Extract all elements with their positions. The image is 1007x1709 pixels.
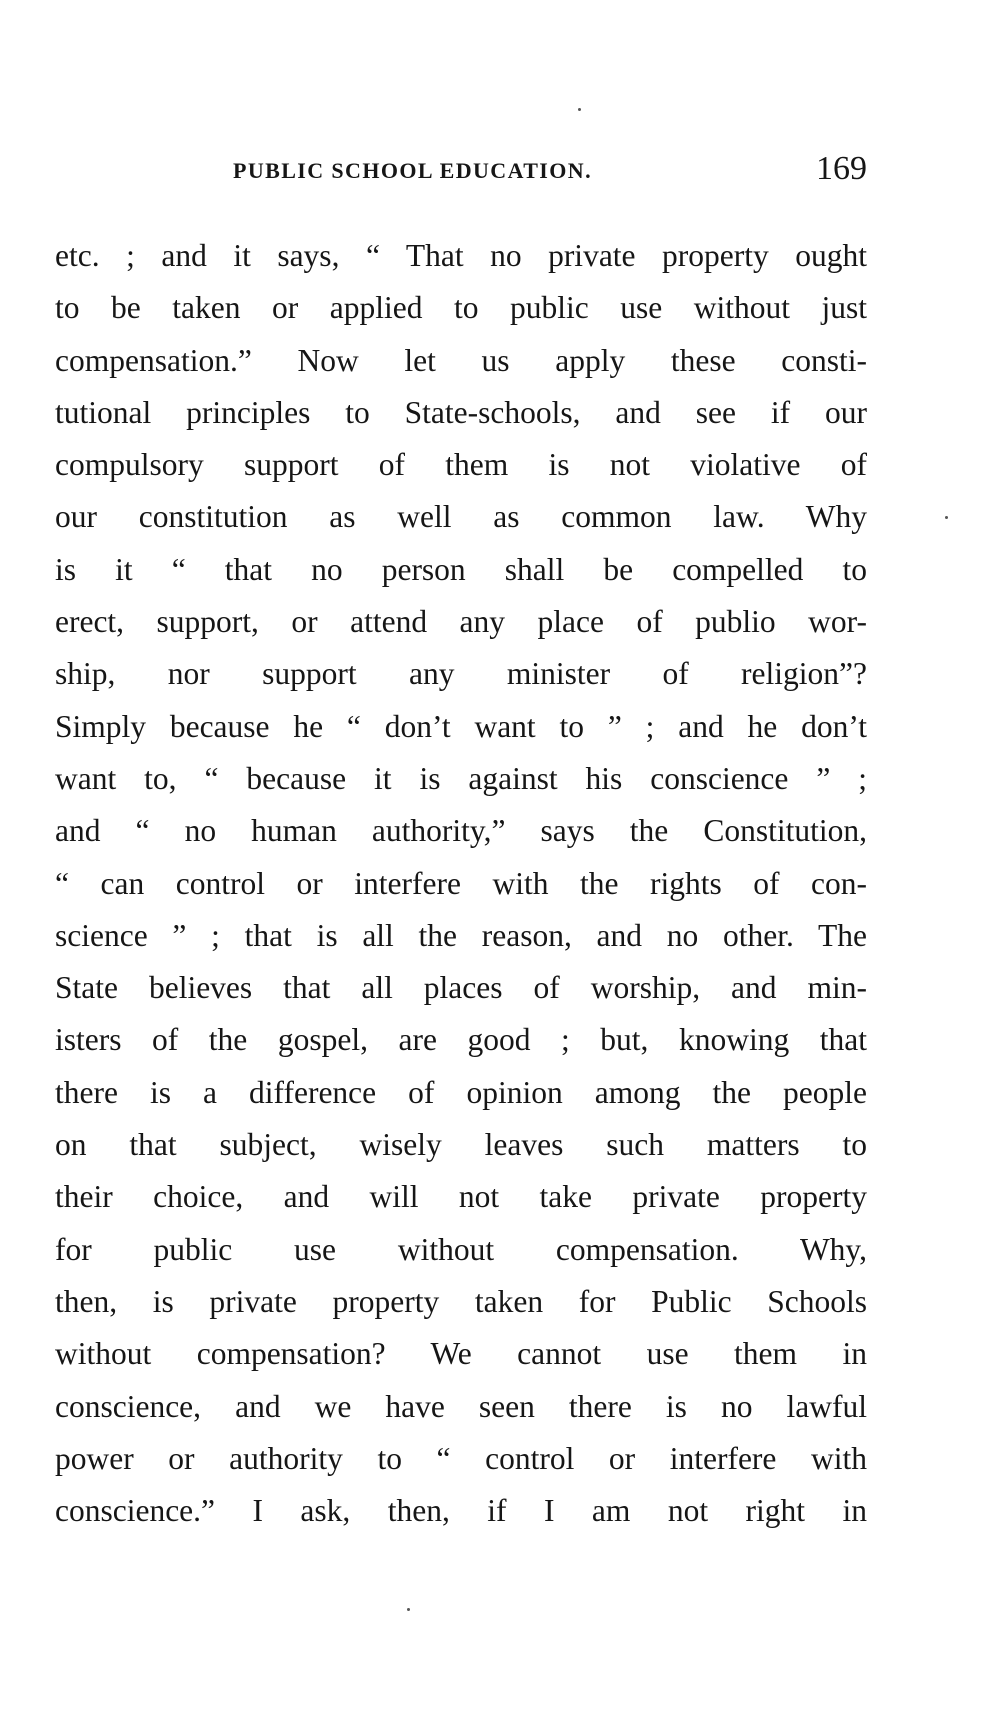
text-line: there is a difference of opinion among the people bbox=[55, 1074, 867, 1110]
text-line: science ” ; that is all the reason, and no other. The bbox=[55, 917, 867, 953]
text-line: to be taken or applied to public use without just bbox=[55, 290, 867, 326]
text-line: State believes that all places of worship, and min- bbox=[55, 970, 867, 1006]
text-line: conscience, and we have seen there is no lawful bbox=[55, 1388, 867, 1424]
page-number: 169 bbox=[816, 150, 867, 187]
text-line: power or authority to “ control or interfere with bbox=[55, 1440, 867, 1476]
text-line: tutional principles to State-schools, and see if our bbox=[55, 394, 867, 430]
running-head: PUBLIC SCHOOL EDUCATION. bbox=[233, 158, 592, 183]
speck-mark bbox=[578, 108, 581, 111]
text-line: isters of the gospel, are good ; but, knowing that bbox=[55, 1022, 867, 1058]
text-line: our constitution as well as common law. Why bbox=[55, 499, 867, 535]
text-line: conscience.” I ask, then, if I am not right in bbox=[55, 1493, 867, 1529]
text-line: on that subject, wisely leaves such matters to bbox=[55, 1127, 867, 1163]
text-line: etc. ; and it says, “ That no private property ought bbox=[55, 238, 867, 273]
text-line: and “ no human authority,” says the Constitution, bbox=[55, 813, 867, 849]
body-text bbox=[55, 236, 867, 1543]
text-line: for public use without compensation. Why, bbox=[55, 1231, 867, 1267]
page-header bbox=[55, 150, 867, 190]
text-line: want to, “ because it is against his conscience ” ; bbox=[55, 760, 867, 796]
text-line: Simply because he “ don’t want to ” ; and he don’t bbox=[55, 708, 867, 744]
text-line: then, is private property taken for Public Schools bbox=[55, 1283, 867, 1319]
text-line: ship, nor support any minister of religion”? bbox=[55, 656, 867, 692]
text-line: their choice, and will not take private property bbox=[55, 1179, 867, 1215]
text-line: erect, support, or attend any place of publio wor- bbox=[55, 604, 867, 640]
text-line: compulsory support of them is not violative of bbox=[55, 447, 867, 483]
speck-mark bbox=[407, 1608, 410, 1611]
text-line: without compensation? We cannot use them in bbox=[55, 1336, 867, 1372]
text-line: is it “ that no person shall be compelled to bbox=[55, 551, 867, 587]
speck-mark bbox=[945, 516, 948, 519]
text-line: “ can control or interfere with the rights of con- bbox=[55, 865, 867, 901]
text-line: compensation.” Now let us apply these consti- bbox=[55, 342, 867, 378]
